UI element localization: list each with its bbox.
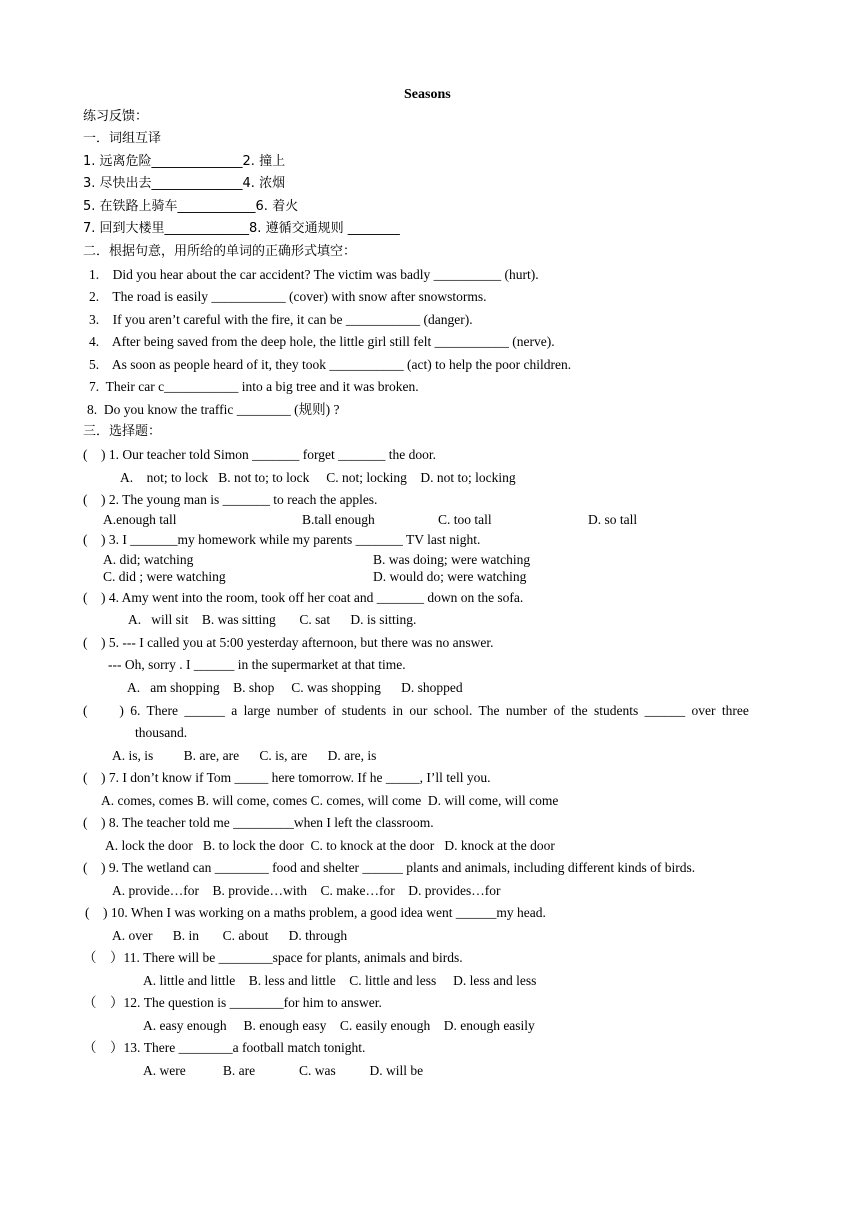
- question-4-options: A. will sit B. was sitting C. sat D. is sitting.: [128, 612, 417, 627]
- question-8-options: A. lock the door B. to lock the door C. to knock at the door D. knock at the door: [105, 838, 555, 853]
- question-5-stem: ( ) 5. --- I called you at 5:00 yesterday afternoon, but there was no answer.: [83, 635, 494, 650]
- question-7-stem: ( ) 7. I don’t know if Tom _____ here tomorrow. If he _____, I’ll tell you.: [83, 770, 491, 785]
- fill-item: 7. Their car c___________ into a big tree and it was broken.: [89, 379, 419, 394]
- phrase-row: 7. 回到大楼里_____________8. 遵循交通规则 ________: [83, 221, 400, 236]
- fill-item: 4. After being saved from the deep hole, the little girl still felt ___________ (nerve).: [89, 334, 555, 349]
- question-2-option-a: A.enough tall: [103, 512, 177, 527]
- question-13-stem: （ ）13. There ________a football match tonight.: [83, 1040, 366, 1055]
- question-1-stem: ( ) 1. Our teacher told Simon _______ forget _______ the door.: [83, 447, 436, 462]
- section3-heading: 三．选择题：: [83, 424, 162, 439]
- question-2-option-d: D. so tall: [588, 512, 638, 527]
- question-4-stem: ( ) 4. Amy went into the room, took off her coat and _______ down on the sofa.: [83, 590, 524, 605]
- question-3-stem: ( ) 3. I _______my homework while my parents _______ TV last night.: [83, 532, 481, 547]
- question-9-options: A. provide…for B. provide…with C. make…for D. provides…for: [112, 883, 501, 898]
- question-6-options: A. is, is B. are, are C. is, are D. are, is: [112, 748, 377, 763]
- question-6-continuation: thousand.: [135, 725, 188, 740]
- question-11-stem: （ ）11. There will be ________space for plants, animals and birds.: [83, 950, 463, 965]
- question-8-stem: ( ) 8. The teacher told me _________when I left the classroom.: [83, 815, 434, 830]
- question-5-line2: --- Oh, sorry . I ______ in the supermarket at that time.: [108, 657, 406, 672]
- phrase-row: 1. 远离危险______________2. 撞上: [83, 154, 286, 169]
- question-9-stem: ( ) 9. The wetland can ________ food and shelter ______ plants and animals, including different kinds of birds.: [83, 860, 696, 875]
- question-13-options: A. were B. are C. was D. will be: [143, 1063, 424, 1078]
- question-10-stem: ( ) 10. When I was working on a maths problem, a good idea went ______my head.: [85, 905, 546, 920]
- question-3-option-b: B. was doing; were watching: [373, 552, 531, 567]
- question-1-options: A. not; to lock B. not to; to lock C. not; locking D. not to; locking: [120, 470, 516, 485]
- question-11-options: A. little and little B. less and little C. little and less D. less and less: [143, 973, 537, 988]
- fill-item: 2. The road is easily ___________ (cover) with snow after snowstorms.: [89, 289, 487, 304]
- question-7-options: A. comes, comes B. will come, comes C. comes, will come D. will come, will come: [101, 793, 559, 808]
- question-6-stem: ( ) 6. There ______ a large number of students in our school. The number of the students ______ over three: [83, 703, 749, 718]
- question-2-stem: ( ) 2. The young man is _______ to reach the apples.: [83, 492, 378, 507]
- phrase-row: 5. 在铁路上骑车____________6. 着火: [83, 199, 299, 214]
- intro-label: 练习反馈：: [83, 109, 149, 124]
- question-12-stem: （ ）12. The question is ________for him to answer.: [83, 995, 382, 1010]
- fill-item: 5. As soon as people heard of it, they took ___________ (act) to help the poor children.: [89, 357, 572, 372]
- question-3-option-c: C. did ; were watching: [103, 569, 226, 584]
- question-2-option-c: C. too tall: [438, 512, 492, 527]
- fill-item: 1. Did you hear about the car accident? The victim was badly __________ (hurt).: [89, 267, 539, 282]
- question-3-option-d: D. would do; were watching: [373, 569, 527, 584]
- question-2-option-b: B.tall enough: [302, 512, 375, 527]
- page-title: Seasons: [404, 87, 451, 102]
- section1-heading: 一．词组互译: [83, 131, 162, 146]
- question-12-options: A. easy enough B. enough easy C. easily enough D. enough easily: [143, 1018, 535, 1033]
- question-3-option-a: A. did; watching: [103, 552, 194, 567]
- fill-item: 3. If you aren’t careful with the fire, it can be ___________ (danger).: [89, 312, 473, 327]
- question-5-options: A. am shopping B. shop C. was shopping D. shopped: [127, 680, 463, 695]
- section2-heading: 二．根据句意，用所给的单词的正确形式填空：: [83, 244, 357, 259]
- phrase-row: 3. 尽快出去______________4. 浓烟: [83, 176, 286, 191]
- question-10-options: A. over B. in C. about D. through: [112, 928, 348, 943]
- fill-item: 8. Do you know the traffic ________ (规则) ?: [87, 402, 340, 417]
